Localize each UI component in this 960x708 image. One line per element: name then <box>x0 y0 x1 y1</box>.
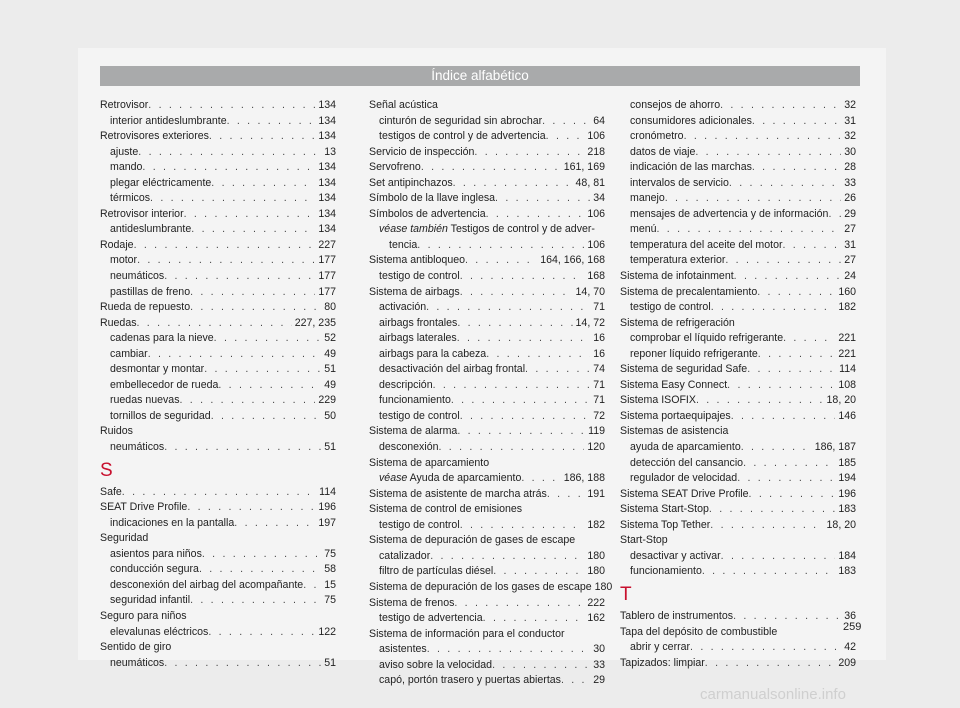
index-entry: tornillos de seguridad . . . 50 <box>100 409 336 425</box>
index-column-3 <box>620 98 856 671</box>
index-entry: ruedas nuevas . . . 229 <box>100 393 336 409</box>
index-entry: temperatura del aceite del motor . . . 31 <box>620 238 856 254</box>
index-entry: desconexión del airbag del acompañante . . . 15 <box>100 578 336 594</box>
index-entry: indicación de las marchas . . . 28 <box>620 160 856 176</box>
index-entry: asistentes . . . 30 <box>369 642 605 658</box>
index-entry: indicaciones en la pantalla . . . 197 <box>100 516 336 532</box>
index-entry: testigo de control . . . 72 <box>369 409 605 425</box>
index-entry: Sistema portaequipajes . . . 146 <box>620 409 856 425</box>
index-entry: consejos de ahorro . . . 32 <box>620 98 856 114</box>
index-entry: Safe . . . 114 <box>100 485 336 501</box>
index-entry: ajuste . . . 13 <box>100 145 336 161</box>
page-number: 259 <box>843 621 862 633</box>
index-entry: funcionamiento . . . 71 <box>369 393 605 409</box>
index-entry: Set antipinchazos . . . 48, 81 <box>369 176 605 192</box>
index-entry: Retrovisor . . . 134 <box>100 98 336 114</box>
index-entry: comprobar el líquido refrigerante . . . 221 <box>620 331 856 347</box>
index-entry: manejo . . . 26 <box>620 191 856 207</box>
index-entry: Símbolos de advertencia . . . 106 <box>369 207 605 223</box>
index-entry: desactivación del airbag frontal . . . 74 <box>369 362 605 378</box>
watermark-text: carmanualsonline.info <box>700 686 846 703</box>
index-entry: abrir y cerrar . . . 42 <box>620 640 856 656</box>
index-entry: Sistema de seguridad Safe . . . 114 <box>620 362 856 378</box>
index-entry: detección del cansancio . . . 185 <box>620 456 856 472</box>
index-entry: antideslumbrante . . . 134 <box>100 222 336 238</box>
index-entry: Sistema de airbags . . . 14, 70 <box>369 285 605 301</box>
index-entry: Retrovisores exteriores . . . 134 <box>100 129 336 145</box>
index-entry: plegar eléctricamente . . . 134 <box>100 176 336 192</box>
page-title: Índice alfabético <box>100 66 860 86</box>
index-entry: Sistema Start-Stop . . . 183 <box>620 502 856 518</box>
index-entry: motor . . . 177 <box>100 253 336 269</box>
index-entry: Seguro para niños <box>100 609 187 622</box>
index-entry: mensajes de advertencia y de información . . . 29 <box>620 207 856 223</box>
index-entry: cadenas para la nieve . . . 52 <box>100 331 336 347</box>
index-entry: embellecedor de rueda . . . 49 <box>100 378 336 394</box>
index-entry: Sistema de depuración de los gases de escape 180 <box>369 580 613 593</box>
index-entry: interior antideslumbrante . . . 134 <box>100 114 336 130</box>
index-entry: Sistema de precalentamiento . . . 160 <box>620 285 856 301</box>
index-entry: capó, portón trasero y puertas abiertas . . . 29 <box>369 673 605 689</box>
index-entry: cambiar . . . 49 <box>100 347 336 363</box>
index-entry: Sistema SEAT Drive Profile . . . 196 <box>620 487 856 503</box>
index-entry: pastillas de freno . . . 177 <box>100 285 336 301</box>
index-entry: Rodaje . . . 227 <box>100 238 336 254</box>
index-column-2 <box>369 98 613 689</box>
index-entry: mando . . . 134 <box>100 160 336 176</box>
index-entry: térmicos . . . 134 <box>100 191 336 207</box>
index-entry: Sistema Easy Connect . . . 108 <box>620 378 856 394</box>
index-entry: Sistema Top Tether . . . 18, 20 <box>620 518 856 534</box>
index-entry: descripción . . . 71 <box>369 378 605 394</box>
index-entry: reponer líquido refrigerante . . . 221 <box>620 347 856 363</box>
index-entry: Sistema de asistente de marcha atrás . . . 191 <box>369 487 605 503</box>
index-entry: Sistema de refrigeración <box>620 316 735 329</box>
index-entry: datos de viaje . . . 30 <box>620 145 856 161</box>
index-entry: Señal acústica <box>369 99 438 111</box>
section-letter: S <box>100 459 113 481</box>
index-entry: testigo de control . . . 182 <box>369 518 605 534</box>
index-entry: aviso sobre la velocidad . . . 33 <box>369 658 605 674</box>
section-letter: T <box>620 583 632 605</box>
index-entry: Ruidos <box>100 425 133 438</box>
index-entry: testigo de control . . . 182 <box>620 300 856 316</box>
index-entry: neumáticos . . . 51 <box>100 656 336 672</box>
index-entry: Sentido de giro <box>100 641 172 654</box>
index-entry: regulador de velocidad . . . 194 <box>620 471 856 487</box>
index-entry: seguridad infantil . . . 75 <box>100 593 336 609</box>
index-entry: desmontar y montar . . . 51 <box>100 362 336 378</box>
see-also-entry: véase también Testigos de control y de adver- <box>379 223 595 236</box>
index-entry: Ruedas . . . 227, 235 <box>100 316 336 332</box>
index-entry: Sistema de control de emisiones <box>369 503 523 516</box>
index-entry: Retrovisor interior . . . 134 <box>100 207 336 223</box>
index-entry: desconexión . . . 120 <box>369 440 605 456</box>
index-entry: filtro de partículas diésel . . . 180 <box>369 564 605 580</box>
index-entry: SEAT Drive Profile . . . 196 <box>100 500 336 516</box>
index-entry: airbags laterales . . . 16 <box>369 331 605 347</box>
index-entry: Tablero de instrumentos . . . 36 <box>620 609 856 625</box>
index-entry: intervalos de servicio . . . 33 <box>620 176 856 192</box>
index-entry: ayuda de aparcamiento . . . 186, 187 <box>620 440 856 456</box>
see-entry: véase Ayuda de aparcamiento . . . 186, 188 <box>369 471 605 487</box>
index-entry: tencia . . . 106 <box>369 238 605 254</box>
index-entry: temperatura exterior . . . 27 <box>620 253 856 269</box>
index-column-1 <box>100 98 336 671</box>
index-entry: Sistemas de asistencia <box>620 425 729 438</box>
index-entry: Sistema de aparcamiento <box>369 456 490 469</box>
index-entry: catalizador . . . 180 <box>369 549 605 565</box>
index-entry: activación . . . 71 <box>369 300 605 316</box>
index-entry: cinturón de seguridad sin abrochar . . . 64 <box>369 114 605 130</box>
index-entry: asientos para niños . . . 75 <box>100 547 336 563</box>
index-entry: Start-Stop <box>620 534 668 547</box>
index-entry: desactivar y activar . . . 184 <box>620 549 856 565</box>
index-entry: Tapizados: limpiar . . . 209 <box>620 656 856 672</box>
index-entry: Símbolo de la llave inglesa . . . 34 <box>369 191 605 207</box>
index-entry: airbags frontales . . . 14, 72 <box>369 316 605 332</box>
index-entry: Servofreno . . . 161, 169 <box>369 160 605 176</box>
index-entry: funcionamiento . . . 183 <box>620 564 856 580</box>
index-entry: Sistema de depuración de gases de escape <box>369 534 576 547</box>
index-entry: Sistema de infotainment . . . 24 <box>620 269 856 285</box>
index-entry: Sistema ISOFIX . . . 18, 20 <box>620 393 856 409</box>
index-entry: Sistema de alarma . . . 119 <box>369 424 605 440</box>
index-entry: elevalunas eléctricos . . . 122 <box>100 625 336 641</box>
index-entry: consumidores adicionales . . . 31 <box>620 114 856 130</box>
index-entry: Seguridad <box>100 532 149 545</box>
index-entry: conducción segura . . . 58 <box>100 562 336 578</box>
index-entry: Tapa del depósito de combustible <box>620 625 778 638</box>
index-entry: menú . . . 27 <box>620 222 856 238</box>
index-entry: Sistema de frenos . . . 222 <box>369 596 605 612</box>
index-entry: testigos de control y de advertencia . . . 106 <box>369 129 605 145</box>
index-entry: Rueda de repuesto . . . 80 <box>100 300 336 316</box>
index-entry: neumáticos . . . 51 <box>100 440 336 456</box>
index-entry: Sistema de información para el conductor <box>369 627 565 640</box>
index-entry: neumáticos . . . 177 <box>100 269 336 285</box>
index-entry: cronómetro . . . 32 <box>620 129 856 145</box>
index-entry: airbags para la cabeza . . . 16 <box>369 347 605 363</box>
index-entry: Servicio de inspección . . . 218 <box>369 145 605 161</box>
index-entry: Sistema antibloqueo . . . 164, 166, 168 <box>369 253 605 269</box>
index-entry: testigo de advertencia . . . 162 <box>369 611 605 627</box>
index-entry: testigo de control . . . 168 <box>369 269 605 285</box>
